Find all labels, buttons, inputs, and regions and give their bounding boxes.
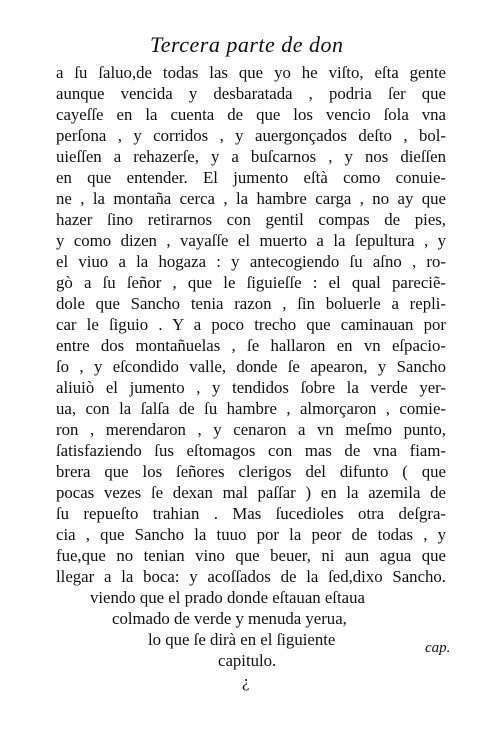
text-line-centered: capitulo.	[218, 651, 277, 670]
text-line: ſatisfaziendo ſus eſtomagos con mas de vna fiam-	[56, 441, 446, 460]
text-line-centered: viendo que el prado donde eſtauan eſtaua	[90, 588, 365, 607]
text-line: car le ſiguio . Y a poco trecho que caminauan por	[56, 315, 446, 334]
running-head: Tercera parte de don	[150, 32, 344, 57]
text-line: uieſſen a rehazerſe, y a buſcarnos , y nos dieſſen	[56, 147, 446, 166]
text-line: gò a ſu ſeñor , que le ſiguieſſe : el qual pareciẽ-	[56, 273, 446, 292]
text-line: fue,que no tenian vino que beuer, ni aun agua que	[56, 546, 446, 565]
text-line-centered: lo que ſe dirà en el ſiguiente	[148, 630, 336, 649]
text-line: aliuiò el jumento , y tendidos ſobre la verde yer-	[56, 378, 446, 397]
text-line: aunque vencida y desbaratada , podria ſer que	[56, 84, 446, 103]
text-line: llegar a la boca: y acoſſados de la ſed,dixo Sancho.	[56, 567, 446, 586]
text-line: perſona , y corridos , y auergonçados deſto , bol-	[56, 126, 446, 145]
text-line: ne , la montaña cerca , la hambre carga , no ay que	[56, 189, 446, 208]
text-line: ua, con la ſalſa de ſu hambre , almorçaron , comie-	[56, 399, 446, 418]
text-line: en que entender. El jumento eſtà como conuie-	[56, 168, 446, 187]
text-line: ſo , y eſcondido valle, donde ſe apearon, y Sancho	[56, 357, 446, 376]
text-line: ron , merendaron , y cenaron a vn meſmo punto,	[56, 420, 446, 439]
text-line: pocas vezes ſe dexan mal paſſar ) en la azemila de	[56, 483, 446, 502]
text-line-centered: colmado de verde y menuda yerua,	[112, 609, 347, 628]
text-line: a ſu ſaluo,de todas las que yo he viſto, eſta gente	[56, 63, 446, 82]
text-line: el viuo a la hogaza : y antecogiendo ſu aſno , ro-	[56, 252, 446, 271]
text-line: cia , que Sancho la tuuo por la peor de todas , y	[56, 525, 446, 544]
text-line: y como dizen , vayaſſe el muerto a la ſepultura , y	[56, 231, 446, 250]
catchword: cap.	[425, 640, 451, 656]
text-line: ſu repueſto trahian . Mas ſucedioles otra deſgra-	[56, 504, 446, 523]
text-line: brera que los ſeñores clerigos del difunto ( que	[56, 462, 446, 481]
text-line: hazer ſino retirarnos con gentil compas de pies,	[56, 210, 446, 229]
text-line: cayeſſe en la cuenta de que los vencio ſola vna	[56, 105, 446, 124]
end-ornament: ¿	[242, 672, 250, 691]
text-line: entre dos montañuelas , ſe hallaron en vn eſpacio-	[56, 336, 446, 355]
text-line: dole que Sancho tenia razon , ſin boluerle a repli-	[56, 294, 446, 313]
